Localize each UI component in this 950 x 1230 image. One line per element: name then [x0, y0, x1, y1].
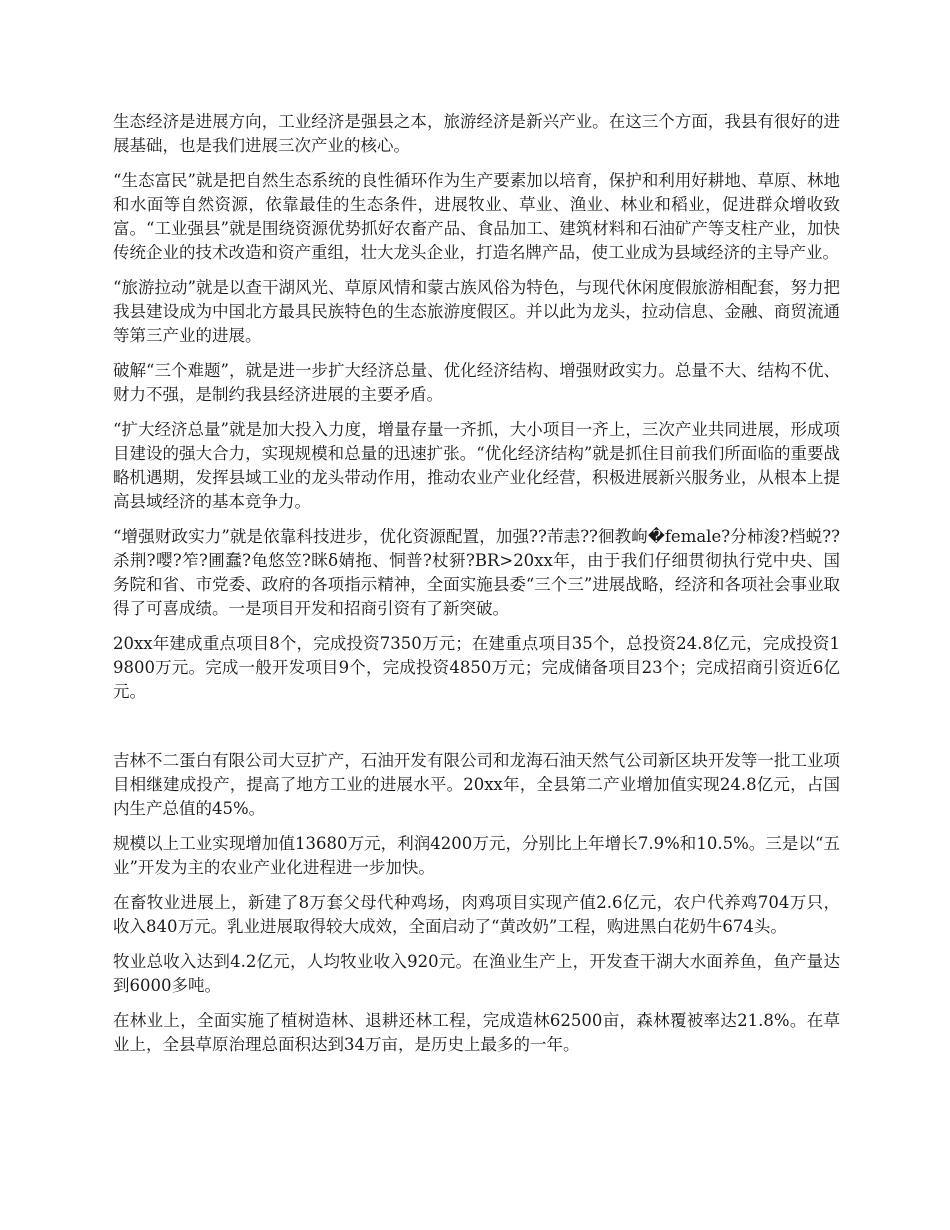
paragraph: “扩大经济总量”就是加大投入力度，增量存量一齐抓，大小项目一齐上，三次产业共同进展，形成项目建设的强大合力，实现规模和总量的迅速扩张。“优化经济结构”就是抓住目前我们所面临的重要战略机遇期，发挥县域工业的龙头带动作用，推动农业产业化经营，积极进展新兴服务业，从根本上提高县域经济的基本竞争力。 [113, 420, 840, 511]
paragraph: 破解“三个难题”，就是进一步扩大经济总量、优化经济结构、增强财政实力。总量不大、结构不优、财力不强，是制约我县经济进展的主要矛盾。 [113, 361, 840, 404]
paragraph: “生态富民”就是把自然生态系统的良性循环作为生产要素加以培育，保护和利用好耕地、草原、林地和水面等自然资源，依靠最佳的生态条件，进展牧业、草业、渔业、林业和稻业，促进群众增收致富。“工业强县”就是围绕资源优势抓好农畜产品、食品加工、建筑材料和石油矿产等支柱产业，加快传统企业的技术改造和资产重组，壮大龙头企业，打造名牌产品，使工业成为县域经济的主导产业。 [113, 171, 840, 262]
paragraph: 生态经济是进展方向，工业经济是强县之本，旅游经济是新兴产业。在这三个方面，我县有很好的进展基础，也是我们进展三次产业的核心。 [113, 112, 840, 155]
paragraph: 规模以上工业实现增加值13680万元，利润4200万元，分别比上年增长7.9%和10.5%。三是以“五业”开发为主的农业产业化进程进一步加快。 [113, 834, 840, 877]
paragraph: 牧业总收入达到4.2亿元，人均牧业收入920元。在渔业生产上，开发查干湖大水面养鱼，鱼产量达到6000多吨。 [113, 952, 840, 995]
paragraph: “增强财政实力”就是依靠科技进步，优化资源配置，加强??芾恚??徊教岣�female?分柿浚?档蜕??杀荆?嘤?笮?圃蠢?龟悠笠?眯δ婧拖、恫普?杖豜?BR>20xx年，由于我们仔细贯彻执行党中央、国务院和省、市党委、政府的各项指示精神，全面实施县委“三个三”进展战略，经济和各项社会事业取得了可喜成绩。一是项目开发和招商引资有了新突破。 [113, 527, 840, 618]
section-gap [113, 715, 840, 749]
paragraph: “旅游拉动”就是以查干湖风光、草原风情和蒙古族风俗为特色，与现代休闲度假旅游相配套，努力把我县建设成为中国北方最具民族特色的生态旅游度假区。并以此为龙头，拉动信息、金融、商贸流通等第三产业的进展。 [113, 278, 840, 345]
paragraph: 20xx年建成重点项目8个，完成投资7350万元；在建重点项目35个，总投资24.8亿元，完成投资19800万元。完成一般开发项目9个，完成投资4850万元；完成储备项目23个；完成招商引资近6亿元。 [113, 634, 840, 701]
document-body [113, 110, 840, 1068]
paragraph: 吉林不二蛋白有限公司大豆扩产，石油开发有限公司和龙海石油天然气公司新区块开发等一批工业项目相继建成投产，提高了地方工业的进展水平。20xx年，全县第二产业增加值实现24.8亿元，占国内生产总值的45%。 [113, 751, 840, 818]
paragraph: 在林业上，全面实施了植树造林、退耕还林工程，完成造林62500亩，森林覆被率达21.8%。在草业上，全县草原治理总面积达到34万亩，是历史上最多的一年。 [113, 1011, 840, 1054]
paragraph: 在畜牧业进展上，新建了8万套父母代种鸡场，肉鸡项目实现产值2.6亿元，农户代养鸡704万只，收入840万元。乳业进展取得较大成效，全面启动了“黄改奶”工程，购进黑白花奶牛674头。 [113, 893, 840, 936]
